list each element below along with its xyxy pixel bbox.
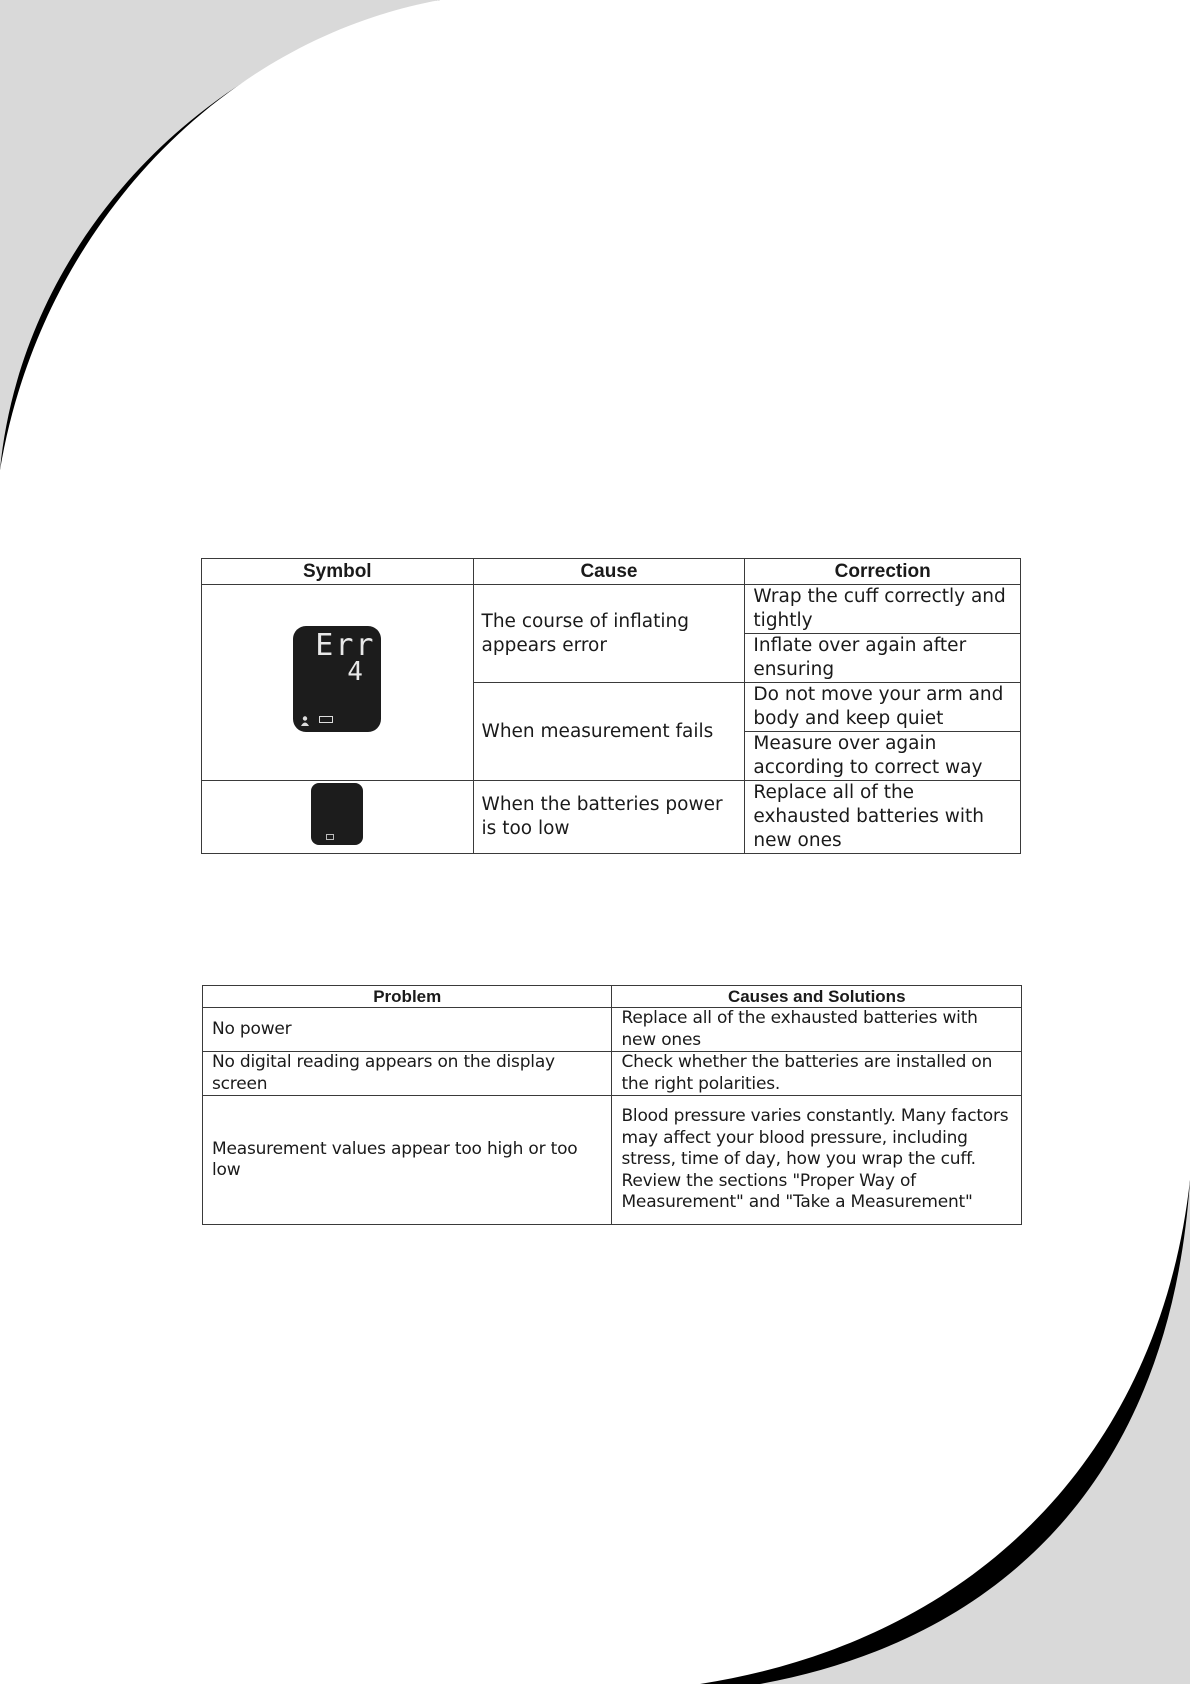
low-battery-display-icon	[311, 783, 363, 845]
cause-measurement-fails: When measurement fails	[473, 683, 745, 781]
table-row	[203, 1008, 1022, 1052]
correction-inflate-again: Inflate over again after ensuring	[745, 634, 1021, 683]
troubleshooting-table	[202, 985, 1022, 1225]
cause-inflating: The course of inflating appears error	[473, 585, 745, 683]
problem-cell: Measurement values appear too high or too low	[203, 1096, 612, 1225]
solution-cell: Blood pressure varies constantly. Many factors may affect your blood pressure, including stress, time of day, how you wrap the cuff. Review the sections "Proper Way of Measurement" and "Take a Measurement"	[612, 1096, 1022, 1225]
header-causes-solutions: Causes and Solutions	[612, 986, 1022, 1008]
symbol-low-battery-cell	[202, 781, 474, 854]
table-row	[203, 1052, 1022, 1096]
correction-measure-again: Measure over again according to correct way	[745, 732, 1021, 781]
table-row	[202, 585, 1021, 634]
error-codes-table	[201, 558, 1021, 854]
problem-cell: No digital reading appears on the display screen	[203, 1052, 612, 1096]
symbol-err-cell	[202, 585, 474, 781]
cause-low-battery: When the batteries power is too low	[473, 781, 745, 854]
header-correction: Correction	[745, 559, 1021, 585]
err-display-text: Err	[315, 628, 376, 663]
err-display-icon	[293, 626, 381, 732]
battery-icon	[319, 716, 333, 723]
user-icon	[301, 716, 309, 726]
problem-cell: No power	[203, 1008, 612, 1052]
correction-replace-batteries: Replace all of the exhausted batteries with new ones	[745, 781, 1021, 854]
correction-wrap-cuff: Wrap the cuff correctly and tightly	[745, 585, 1021, 634]
header-problem: Problem	[203, 986, 612, 1008]
correction-keep-quiet: Do not move your arm and body and keep quiet	[745, 683, 1021, 732]
header-cause: Cause	[473, 559, 745, 585]
error-table-header	[202, 559, 1021, 585]
err-display-code: 4	[347, 657, 363, 687]
header-symbol: Symbol	[202, 559, 474, 585]
low-battery-icon	[326, 834, 334, 840]
solution-cell: Replace all of the exhausted batteries with new ones	[612, 1008, 1022, 1052]
table-row	[202, 781, 1021, 854]
troubleshooting-header	[203, 986, 1022, 1008]
solution-cell: Check whether the batteries are installed on the right polarities.	[612, 1052, 1022, 1096]
table-row	[203, 1096, 1022, 1225]
